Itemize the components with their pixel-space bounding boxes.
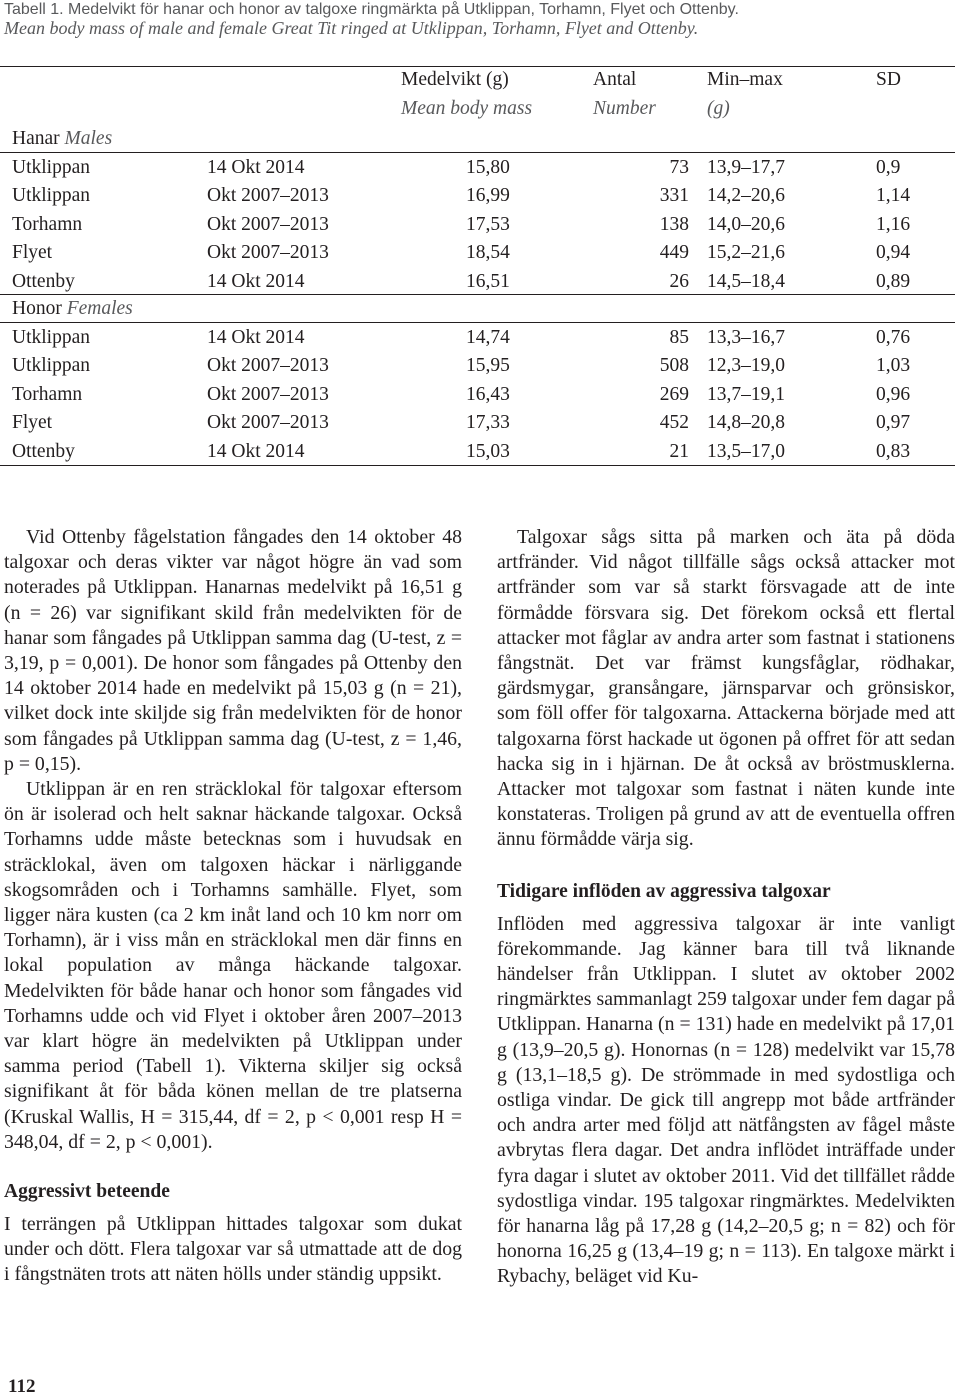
number-cell: 21 [669, 440, 689, 462]
date-cell: 14 Okt 2014 [207, 327, 305, 348]
paragraph: Utklippan är en ren sträcklokal för talgoxar eftersom ön är isolerad och helt saknar häckande talgoxar. Också Torhamns udde måste betecknas som i huvudsak en sträcklokal, även om talgoxen häckar i närliggande skogsområden och i Torhamns samhälle. Flyet, som ligger nära kusten (ca 2 km inåt land och 10 km norr om Torhamn), är i viss mån en sträcklokal men där finns en lokal population av många häckande talgoxar. Medelvikten för både hanar och honor som fångades vid Torhamns udde och vid Flyet i oktober åren 2007–2013 var klart högre än medelvikten på Utklippan under samma period (Tabell 1). Vikterna skiljer sig också signifikant åt för båda könen mellan de tre platserna (Kruskal Wallis, H = 315,44, df = 2, p < 0,001 resp H = 348,04, df = 2, p < 0,001). [4, 778, 462, 1153]
paragraph: I terrängen på Utklippan hittades talgoxar som dukat under och dött. Flera talgoxar var så utmattade att de dog i fångstnäten trots att näten hölls under ständig uppsikt. [4, 1213, 462, 1286]
divider [0, 294, 955, 295]
site-cell: Utklippan [12, 185, 90, 207]
number-cell: 138 [659, 213, 689, 235]
date-cell: Okt 2007–2013 [207, 412, 329, 434]
mean-cell: 14,74 [466, 327, 510, 348]
divider [0, 322, 955, 323]
date-cell: 14 Okt 2014 [207, 270, 305, 292]
paragraph: Vid Ottenby fågelstation fångades den 14 oktober 48 talgoxar och deras vikter var något högre än vad som noterades på Utklippan. Hanarnas medelvikt på 16,51 g (n = 26) var signifikant skild från medelvikten för de hanar som fångades på Utklippan samma dag (U-test, z = 3,19, p = 0,001). De honor som fångades på Ottenby den 14 oktober 2014 hade en medelvikt på 15,03 g (n = 21), vilket dock inte skiljde sig från medelvikten för de honor som fångades på Utklippan samma dag (U-test, z = 1,46, p = 0,15). [4, 526, 462, 775]
page-number: 112 [8, 1376, 36, 1397]
sd-cell: 0,97 [876, 412, 911, 434]
minmax-cell: 13,9–17,7 [707, 157, 785, 178]
mean-cell: 16,99 [466, 185, 510, 207]
number-cell: 508 [659, 355, 689, 377]
minmax-cell: 14,5–18,4 [707, 270, 785, 292]
caption-english: Mean body mass of male and female Great Tit ringed at Utklippan, Torhamn, Flyet and Ottenby. [4, 18, 699, 38]
site-cell: Torhamn [12, 213, 83, 235]
group-males-label: Hanar Males [12, 128, 113, 149]
sd-cell: 0,96 [876, 383, 911, 405]
left-column [4, 525, 462, 1288]
right-column [497, 525, 955, 1290]
header-number-sv: Antal [593, 69, 637, 90]
sd-cell: 0,9 [876, 157, 901, 178]
sd-cell: 0,94 [876, 242, 911, 264]
mean-cell: 17,53 [466, 213, 510, 235]
body-mass-table [0, 66, 955, 466]
minmax-cell: 14,8–20,8 [707, 412, 785, 434]
number-cell: 452 [659, 412, 689, 434]
site-cell: Flyet [12, 242, 53, 264]
site-cell: Torhamn [12, 383, 83, 405]
paragraph: Talgoxar sågs sitta på marken och äta på döda artfränder. Vid något tillfälle sågs också attacker mot artfränder som var så starkt försvagade att de inte förmådde försvara sig. Det förekom också ett flertal attacker mot fåglar av andra arter som fastnat i stationens fångstnät. Det var främst kungsfåglar, rödhakar, gärdsmygar, gransångare, järnsparvar och grönsiskor, som föll offer för talgoxarna. Attackerna började med att talgoxarna först hackade ut ögonen på offret för att sedan hacka sig in i hjärnan. De åt också av bröstmusklerna. Attacker mot talgoxar som fastnat i näten kunde inte konstateras. Troligen på grund av att de eventuella offren ännu förmådde värja sig. [497, 526, 955, 851]
minmax-cell: 12,3–19,0 [707, 355, 785, 377]
minmax-cell: 13,7–19,1 [707, 383, 785, 405]
section-heading: Aggressivt beteende [4, 1181, 170, 1203]
mean-cell: 16,51 [466, 270, 510, 292]
header-number-en: Number [593, 98, 656, 119]
minmax-cell: 13,5–17,0 [707, 440, 785, 462]
minmax-cell: 14,2–20,6 [707, 185, 785, 207]
mean-cell: 15,95 [466, 355, 510, 377]
date-cell: 14 Okt 2014 [207, 440, 305, 462]
table-row [0, 438, 955, 466]
table-caption [4, 0, 954, 38]
header-mean-en: Mean body mass [401, 98, 533, 119]
date-cell: Okt 2007–2013 [207, 383, 329, 405]
header-sd: SD [876, 69, 901, 90]
mean-cell: 16,43 [466, 383, 510, 405]
date-cell: Okt 2007–2013 [207, 355, 329, 377]
minmax-cell: 13,3–16,7 [707, 327, 785, 348]
sd-cell: 0,83 [876, 440, 911, 462]
site-cell: Utklippan [12, 355, 90, 377]
sd-cell: 1,14 [876, 185, 911, 207]
sd-cell: 1,16 [876, 213, 911, 235]
sd-cell: 0,76 [876, 327, 911, 348]
date-cell: 14 Okt 2014 [207, 157, 305, 178]
table-row [0, 211, 955, 239]
date-cell: Okt 2007–2013 [207, 242, 329, 264]
table-row [0, 381, 955, 409]
site-cell: Ottenby [12, 270, 75, 292]
table-row [0, 268, 955, 296]
sd-cell: 1,03 [876, 355, 911, 377]
sd-cell: 0,89 [876, 270, 911, 292]
number-cell: 449 [659, 242, 689, 264]
mean-cell: 15,80 [466, 157, 510, 178]
divider [0, 152, 955, 153]
group-females-label: Honor Females [12, 298, 133, 319]
number-cell: 85 [669, 327, 689, 348]
date-cell: Okt 2007–2013 [207, 185, 329, 207]
date-cell: Okt 2007–2013 [207, 213, 329, 235]
mean-cell: 15,03 [466, 440, 510, 462]
number-cell: 26 [669, 270, 689, 292]
table-row [0, 324, 955, 352]
table-row [0, 182, 955, 210]
table-row [0, 409, 955, 437]
mean-cell: 17,33 [466, 412, 510, 434]
section-heading: Tidigare inflöden av aggressiva talgoxar [497, 880, 831, 902]
table-row [0, 239, 955, 267]
minmax-cell: 15,2–21,6 [707, 242, 785, 264]
header-minmax-sv: Min–max [707, 69, 783, 90]
site-cell: Ottenby [12, 440, 75, 462]
table-row [0, 352, 955, 380]
mean-cell: 18,54 [466, 242, 510, 264]
number-cell: 269 [659, 383, 689, 405]
site-cell: Utklippan [12, 157, 90, 178]
header-mean-sv: Medelvikt (g) [401, 69, 509, 90]
paragraph: Inflöden med aggressiva talgoxar är inte vanligt förekommande. Jag känner bara till två liknande händelser från Utklippan. I slutet av oktober 2002 ringmärktes sammanlagt 259 talgoxar under fem dagar på Utklippan. Hanarna (n = 131) hade en medelvikt på 17,01 g (13,9–20,5 g). Honornas (n = 128) medelvikt var 15,78 g (13,1–18,5 g). De strömmade in med sydostliga och ostliga vindar. De gick till angrepp mot både artfränder och andra arter med följd att nätfångsten av fågel måste avbrytas flera dagar. Det andra inflödet inträffade under fyra dagar i slutet av oktober 2011. Vid det tillfället rådde sydostliga vindar. 195 talgoxar ringmärktes. Medelvikten för hanarna låg på 17,28 g (14,2–20,5 g; n = 82) och för honorna 16,25 g (13,4–19 g; n = 113). En talgoxe märkt i Rybachy, beläget vid Ku- [497, 912, 955, 1288]
caption-swedish: Tabell 1. Medelvikt för hanar och honor av talgoxe ringmärkta på Utklippan, Torhamn, Flyet och Ottenby. [4, 1, 739, 18]
table-row [0, 154, 955, 182]
minmax-cell: 14,0–20,6 [707, 213, 785, 235]
number-cell: 331 [659, 185, 689, 207]
header-minmax-en: (g) [707, 98, 730, 119]
site-cell: Utklippan [12, 327, 90, 348]
site-cell: Flyet [12, 412, 53, 434]
number-cell: 73 [669, 157, 689, 178]
